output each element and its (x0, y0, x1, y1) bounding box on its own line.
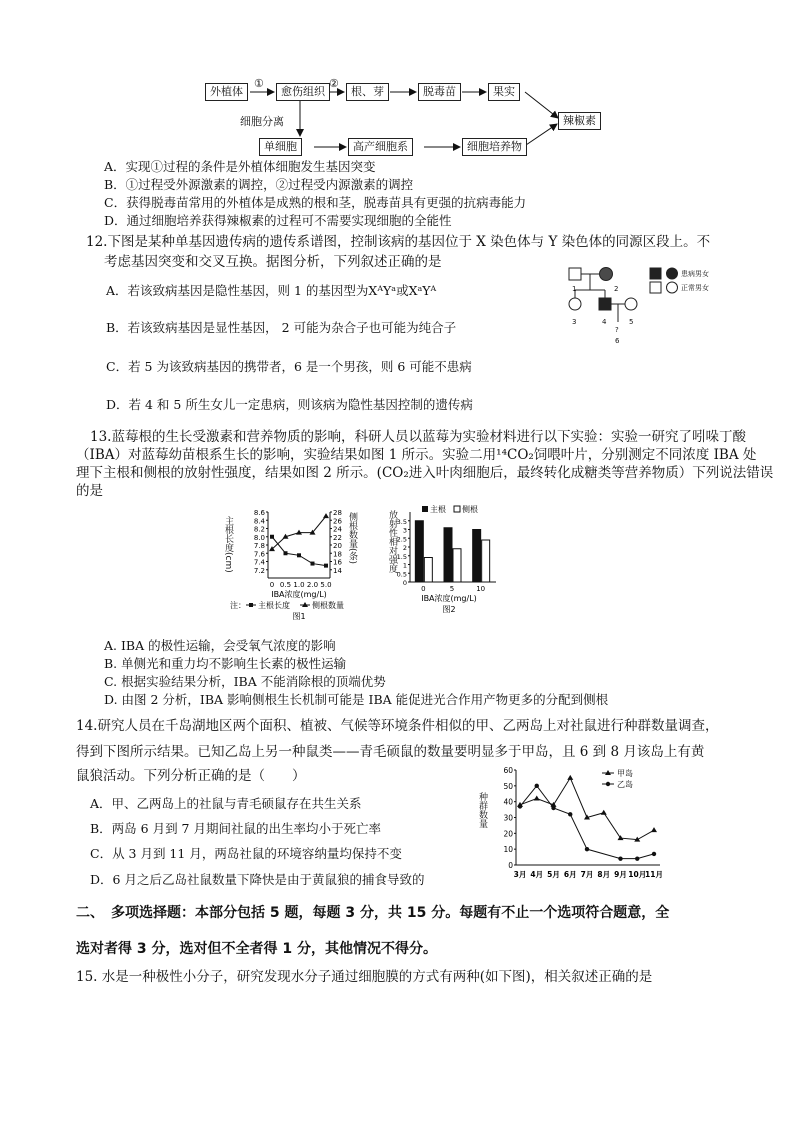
fig3-tick-label: 30 (503, 813, 513, 823)
fig3-tick-label: 20 (503, 829, 513, 839)
fig2-tick-label: 2.5 (396, 535, 407, 544)
fig1-tick-label-right: 24 (333, 525, 342, 534)
pedigree-label-4: 4 (602, 318, 607, 326)
legend-affected-female (667, 268, 678, 279)
q12-option-a: A．若该致病基因是隐性基因，则 1 的基因型为XᴬYᵃ或XᵃYᴬ (106, 283, 437, 298)
q12-option-b: B．若该致病基因是显性基因， 2 可能为杂合子也可能为纯合子 (106, 320, 457, 335)
pedigree-label-5: 5 (629, 318, 634, 326)
fig3-tick-label: 60 (503, 766, 513, 775)
fig1-point-lateral (323, 513, 329, 518)
q11-option-c: C．获得脱毒苗常用的外植体是成熟的根和茎，脱毒苗具有更强的抗病毒能力 (104, 195, 527, 210)
fig2-ylabel: 放射性相对强度 (387, 510, 397, 573)
q12-option-d: D．若 4 和 5 所生女儿一定患病，则该病为隐性基因控制的遗传病 (106, 397, 473, 412)
fig3-x-tick-label: 4月 (530, 870, 544, 879)
fig1-tick-label-right: 22 (333, 533, 342, 542)
fig2-legend-lateral-swatch (454, 506, 460, 512)
q12-stem-1: 12.下图是某种单基因遗传病的遗传系谱图，控制该病的基因位于 X 染色体与 Y 染色体的同源区段上。不 (86, 234, 711, 250)
q13-stem-4: 的是 (76, 483, 103, 499)
fig1-note: 注： (230, 601, 246, 610)
pedigree-chart (560, 262, 720, 352)
fig1-tick-label-right: 26 (333, 517, 342, 526)
legend-normal-male (650, 282, 661, 293)
q14-stem-1: 14.研究人员在千岛湖地区两个面积、植被、气候等环境条件相似的甲、乙两岛上对社鼠进行种群数量调查， (76, 718, 719, 734)
flow-box-callus: 愈伤组织 (276, 83, 330, 101)
fig1-point-main (284, 551, 288, 555)
fig1-point-main (311, 562, 315, 566)
fig1-tick-label-right: 20 (333, 542, 342, 550)
fig1-x-tick-label: 0.5 (279, 581, 292, 589)
section2-heading-2: 选对者得 3 分，选对但不全者得 1 分，其他情况不得分。 (76, 941, 437, 957)
fig3-series-a (520, 778, 654, 840)
fig3-point-a (651, 827, 657, 832)
fig3-point-b (551, 806, 555, 810)
fig2-xlabel: IBA浓度(mg/L) (421, 594, 477, 603)
fig3-x-tick-label: 9月 (614, 870, 627, 879)
legend-affected-label: 患病男女 (681, 270, 709, 278)
fig1-x-tick-label: 0 (269, 581, 275, 589)
q12-option-c: C．若 5 为该致病基因的携带者，6 是一个男孩，则 6 可能不患病 (106, 359, 472, 374)
fig2-legend-main-swatch (422, 506, 428, 512)
fig1-tick-label-left: 7.2 (253, 566, 265, 575)
fig2-tick-label: 2 (402, 544, 407, 552)
fig3-point-a (601, 810, 607, 815)
fig3-point-b (568, 812, 572, 816)
fig3-point-a (567, 775, 573, 780)
fig3-tick-label: 50 (503, 781, 513, 791)
q13-stem-1: 13.蓝莓根的生长受激素和营养物质的影响，科研人员以蓝莓为实验材料进行以下实验：实验一研究了吲哚丁酸 (90, 429, 746, 445)
fig2-tick-label: 3.5 (396, 517, 407, 526)
fig1-tick-label-right: 28 (333, 509, 342, 517)
fig2-tick-label: 1.5 (396, 552, 407, 561)
fig2-tick-label: 0 (402, 579, 407, 587)
fig1-tick-label-right: 16 (333, 558, 342, 567)
fig2-tick-label: 3 (402, 526, 407, 535)
flow-box-virus-free: 脱毒苗 (418, 83, 461, 101)
fig1-x-tick-label: 5.0 (320, 581, 332, 589)
pedigree-label-1: 1 (572, 285, 577, 293)
flow-split-label: 细胞分离 (240, 115, 284, 128)
fig1-tick-label-left: 7.4 (253, 558, 265, 567)
q13-option-b: B. 单侧光和重力均不影响生长素的极性运输 (104, 656, 347, 671)
fig2-bar-main (415, 521, 423, 582)
q14-option-c: C．从 3 月到 11 月，两岛社鼠的环境容纳量均保持不变 (90, 846, 402, 861)
pedigree-male-1-normal (569, 268, 581, 280)
pedigree-female-2-affected (600, 268, 613, 281)
fig2-legend-main-label: 主根 (430, 505, 446, 514)
fig3-point-b (652, 852, 656, 856)
figure2-bar-chart (384, 504, 504, 616)
fig1-tick-label-left: 8.2 (253, 525, 265, 534)
fig3-x-tick-label: 8月 (597, 870, 611, 879)
q12-stem-2: 考虑基因突变和交叉互换。据图分析，下列叙述正确的是 (104, 254, 442, 270)
pedigree-label-6: 6 (615, 337, 620, 345)
q13-stem-3: 理下主根和侧根的放射性强度，结果如图 2 所示。(CO₂进入叶肉细胞后，最终转化成糖类等营养物质）下列说法错误 (76, 465, 774, 481)
flow-box-root-bud: 根、芽 (346, 83, 389, 101)
figure3-population-chart (477, 762, 670, 884)
fig1-ylabel-left: 主根长度(cm) (223, 516, 233, 573)
fig3-point-b (585, 847, 589, 851)
fig2-tick-label: 1 (402, 561, 407, 570)
fig2-x-tick-label: 10 (476, 585, 486, 593)
q13-option-a: A. IBA 的极性运输，会受氧气浓度的影响 (104, 638, 336, 653)
fig2-x-tick-label: 5 (449, 585, 455, 593)
fig3-ylabel: 种群数量 (477, 792, 487, 828)
fig1-ylabel-right: 侧根数量(条) (347, 512, 357, 565)
legend-normal-label: 正常男女 (681, 284, 709, 292)
fig1-xlabel: IBA浓度(mg/L) (271, 590, 327, 599)
flow-box-capsaicin: 辣椒素 (558, 112, 601, 130)
fig2-tick-label: 0.5 (396, 570, 407, 579)
q13-option-c: C. 根据实验结果分析，IBA 不能消除根的顶端优势 (104, 674, 386, 689)
fig1-x-tick-label: 1.0 (293, 581, 305, 589)
fig1-tick-label-left: 8.0 (253, 533, 265, 542)
flow-box-explant: 外植体 (205, 83, 248, 101)
q14-option-a: A．甲、乙两岛上的社鼠与青毛硕鼠存在共生关系 (90, 796, 362, 811)
fig2-bar-main (444, 528, 452, 582)
fig1-tick-label-left: 7.6 (253, 550, 265, 559)
pedigree-label-3: 3 (572, 318, 577, 326)
q13-option-d: D. 由图 2 分析，IBA 影响侧根生长机制可能是 IBA 能促进光合作用产物更多的分配到侧根 (104, 692, 609, 707)
q11-option-d: D．通过细胞培养获得辣椒素的过程可不需要实现细胞的全能性 (104, 213, 452, 228)
flow-box-high-yield: 高产细胞系 (348, 138, 413, 156)
pedigree-female-5-normal (625, 298, 637, 310)
fig1-point-main (270, 535, 274, 539)
q14-option-b: B．两岛 6 月到 7 月期间社鼠的出生率均小于死亡率 (90, 821, 381, 836)
fig1-legend-main-marker (249, 603, 253, 607)
pedigree-female-3-normal (569, 298, 581, 310)
fig3-point-a (534, 796, 540, 801)
flow-box-fruit: 果实 (488, 83, 520, 101)
legend-affected-male (650, 268, 661, 279)
q11-option-a: A．实现①过程的条件是外植体细胞发生基因突变 (104, 159, 376, 174)
pedigree-label-question: ? (615, 326, 619, 334)
fig3-x-tick-label: 10月 (628, 870, 647, 879)
fig3-legend-b-label: 乙岛 (617, 780, 633, 789)
fig1-x-tick-label: 2.0 (306, 581, 319, 589)
fig3-x-tick-label: 7月 (580, 870, 594, 879)
q14-stem-3: 鼠狼活动。下列分析正确的是（ ） (76, 768, 306, 784)
fig2-bar-lateral (453, 549, 461, 582)
flow-step-2: ② (329, 77, 339, 90)
fig2-caption: 图2 (442, 605, 456, 614)
fig1-legend-main-label: 主根长度 (258, 601, 290, 610)
fig1-legend-lateral-label: 侧根数量 (312, 601, 344, 610)
fig3-tick-label: 0 (508, 861, 513, 870)
pedigree-male-4-affected (599, 298, 611, 310)
flow-box-single-cell: 单细胞 (259, 138, 302, 156)
fig1-tick-label-left: 8.4 (253, 517, 265, 526)
fig3-point-b (535, 784, 539, 788)
fig3-point-b (518, 804, 522, 808)
fig3-point-b (635, 856, 639, 860)
fig3-x-tick-label: 5月 (547, 870, 560, 879)
fig3-x-tick-label: 3月 (513, 870, 527, 879)
fig1-tick-label-right: 14 (333, 566, 342, 575)
q15-stem: 15. 水是一种极性小分子，研究发现水分子通过细胞膜的方式有两种(如下图)，相关叙述正确的是 (76, 969, 653, 985)
fig1-tick-label-left: 7.8 (253, 542, 265, 550)
q13-stem-2: （IBA）对蓝莓幼苗根系生长的影响，实验结果如图 1 所示。实验二用¹⁴CO₂饲喂叶片，分别测定不同浓度 IBA 处 (76, 447, 757, 463)
flow-step-1: ① (254, 77, 264, 90)
fig3-x-tick-label: 11月 (645, 870, 663, 879)
fig1-point-main (297, 553, 301, 557)
flow-box-culture: 细胞培养物 (462, 138, 527, 156)
q14-option-d: D．6 月之后乙岛社鼠数量下降快是由于黄鼠狼的捕食导致的 (90, 872, 425, 887)
fig1-tick-label-right: 18 (333, 550, 342, 559)
legend-normal-female (667, 282, 678, 293)
fig2-x-tick-label: 0 (421, 585, 426, 593)
fig2-bar-lateral (424, 558, 432, 583)
fig3-x-tick-label: 6月 (563, 870, 577, 879)
fig3-point-a (618, 835, 624, 840)
fig1-point-main (324, 564, 328, 568)
fig3-tick-label: 10 (503, 845, 513, 855)
pedigree-label-2: 2 (614, 285, 619, 293)
fig3-tick-label: 40 (503, 797, 513, 807)
fig2-bar-lateral (482, 540, 490, 582)
fig2-bar-main (473, 530, 481, 583)
fig1-caption: 图1 (292, 612, 306, 621)
q11-option-b: B．①过程受外源激素的调控，②过程受内源激素的调控 (104, 177, 414, 192)
fig1-tick-label-left: 8.6 (253, 509, 265, 517)
fig2-legend-lateral-label: 侧根 (462, 505, 478, 514)
fig3-legend-a-label: 甲岛 (617, 769, 633, 778)
figure1-line-chart (223, 504, 366, 622)
q14-stem-2: 得到下图所示结果。已知乙岛上另一种鼠类——青毛硕鼠的数量要明显多于甲岛，且 6 到 8 月该岛上有黄 (76, 744, 705, 760)
fig3-point-b (618, 856, 622, 860)
section2-heading-1: 二、 多项选择题：本部分包括 5 题，每题 3 分，共 15 分。每题有不止一个选项符合题意，全 (76, 905, 670, 921)
